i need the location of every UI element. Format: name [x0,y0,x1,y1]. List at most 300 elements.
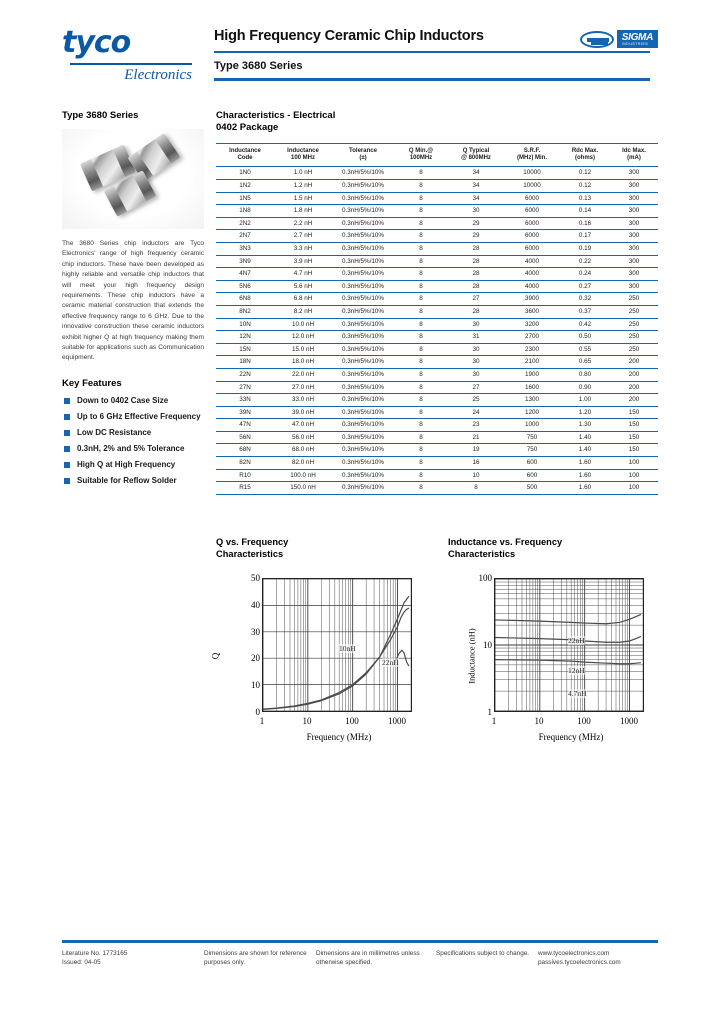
sigma-logo [580,30,658,48]
y-tick-label: 50 [251,573,260,583]
footer-note-specifications: Specifications subject to change. [436,949,530,957]
cell-inductance: 27.0 nH [274,381,332,394]
cell-rdc-max: 0.32 [560,293,610,306]
curve-label-22nh: 22nH [568,636,585,645]
cell-inductance-code: 47N [216,419,274,432]
cell-inductance-code: 2N2 [216,217,274,230]
cell-q-min: 8 [394,368,448,381]
cell-q-typical: 34 [448,180,504,193]
cell-inductance: 39.0 nH [274,406,332,419]
cell-srf: 1000 [504,419,560,432]
cell-srf: 750 [504,444,560,457]
chart-title-line2: Characteristics [448,548,516,559]
cell-srf: 2700 [504,331,560,344]
cell-idc-max: 250 [610,343,658,356]
cell-q-typical: 34 [448,192,504,205]
cell-rdc-max: 0.90 [560,381,610,394]
table-row [216,318,658,331]
cell-q-min: 8 [394,343,448,356]
cell-q-typical: 30 [448,368,504,381]
feature-label: Suitable for Reflow Solder [77,475,177,485]
cell-inductance-code: 68N [216,444,274,457]
cell-inductance-code: 4N7 [216,268,274,281]
table-row [216,268,658,281]
cell-srf: 6000 [504,205,560,218]
cell-q-typical: 29 [448,230,504,243]
cell-q-min: 8 [394,180,448,193]
table-row [216,167,658,180]
cell-inductance: 68.0 nH [274,444,332,457]
cell-q-typical: 27 [448,293,504,306]
cell-tolerance: 0.3nH/5%/10% [332,268,394,281]
cell-srf: 3900 [504,293,560,306]
column-header-inductance-code: Inductance Code [216,144,274,167]
cell-inductance: 3.3 nH [274,242,332,255]
document-title: High Frequency Ceramic Chip Inductors [214,28,484,44]
column-header-inductance: Inductance 100 MHz [274,144,332,167]
cell-rdc-max: 0.27 [560,280,610,293]
footer-columns [62,949,658,968]
cell-rdc-max: 0.42 [560,318,610,331]
sigma-logo-subtext: INDUSTRIES [621,42,649,46]
cell-inductance: 150.0 nH [274,482,332,495]
cell-q-min: 8 [394,406,448,419]
cell-q-typical: 28 [448,255,504,268]
cell-q-min: 8 [394,469,448,482]
x-tick-label: 10 [302,716,312,726]
cell-tolerance: 0.3nH/5%/10% [332,293,394,306]
cell-inductance-code: 1N0 [216,167,274,180]
y-axis-label: Inductance (nH) [466,628,477,684]
cell-idc-max: 250 [610,318,658,331]
chart-title-line2: Characteristics [216,548,284,559]
cell-srf: 1900 [504,368,560,381]
column-header-q-min: Q Min.@ 100MHz [394,144,448,167]
cell-q-typical: 21 [448,431,504,444]
cell-q-min: 8 [394,419,448,432]
cell-inductance: 82.0 nH [274,457,332,470]
cell-q-min: 8 [394,242,448,255]
cell-q-min: 8 [394,268,448,281]
chart-canvas [263,579,411,711]
cell-inductance: 2.7 nH [274,230,332,243]
footer-note-dimension-units: Dimensions are in millimetres unless otherwise specified. [316,949,420,966]
cell-inductance-code: 10N [216,318,274,331]
table-row [216,406,658,419]
cell-q-typical: 28 [448,305,504,318]
chart-title [216,537,426,560]
cell-srf: 1200 [504,406,560,419]
table-row [216,331,658,344]
cell-q-typical: 31 [448,331,504,344]
series-subtitle: Type 3680 Series [214,60,303,73]
table-row [216,431,658,444]
cell-inductance: 1.5 nH [274,192,332,205]
cell-inductance: 22.0 nH [274,368,332,381]
cell-q-typical: 16 [448,457,504,470]
key-features-list [62,396,204,486]
cell-rdc-max: 0.37 [560,305,610,318]
table-row [216,293,658,306]
cell-inductance-code: 27N [216,381,274,394]
cell-rdc-max: 0.19 [560,242,610,255]
table-heading-line1: Characteristics - Electrical [216,110,336,121]
cell-tolerance: 0.3nH/5%/10% [332,255,394,268]
footer-websites [538,949,658,968]
cell-idc-max: 150 [610,406,658,419]
page-header [62,25,658,100]
cell-rdc-max: 1.60 [560,482,610,495]
electrical-characteristics-table [216,143,658,495]
cell-idc-max: 150 [610,419,658,432]
cell-inductance: 1.0 nH [274,167,332,180]
sigma-badge [617,30,658,48]
cell-rdc-max: 0.80 [560,368,610,381]
cell-srf: 6000 [504,230,560,243]
feature-label: High Q at High Frequency [77,459,176,469]
x-axis-label: Frequency (MHz) [538,732,604,742]
cell-q-typical: 30 [448,318,504,331]
cell-inductance-code: R15 [216,482,274,495]
cell-srf: 1300 [504,394,560,407]
bullet-square-icon [64,398,70,404]
curve-label-22nh: 22nH [382,658,399,667]
cell-inductance-code: 12N [216,331,274,344]
cell-rdc-max: 1.30 [560,419,610,432]
x-tick-label: 1000 [388,716,406,726]
grid-lines [263,579,411,711]
cell-rdc-max: 1.60 [560,469,610,482]
y-tick-label: 10 [251,680,260,691]
cell-q-min: 8 [394,280,448,293]
x-axis-label: Frequency (MHz) [306,732,372,742]
website-link[interactable]: www.tycoelectronics.com [538,949,610,957]
cell-idc-max: 300 [610,167,658,180]
cell-tolerance: 0.3nH/5%/10% [332,180,394,193]
cell-srf: 2300 [504,343,560,356]
cell-rdc-max: 0.24 [560,268,610,281]
cell-idc-max: 150 [610,431,658,444]
cell-srf: 4000 [504,255,560,268]
sigma-logo-text: SIGMA [621,32,653,43]
footer-divider [62,940,658,943]
bullet-square-icon [64,446,70,452]
bullet-square-icon [64,430,70,436]
cell-inductance-code: 3N3 [216,242,274,255]
cell-rdc-max: 0.65 [560,356,610,369]
cell-q-min: 8 [394,394,448,407]
cell-srf: 3600 [504,305,560,318]
cell-inductance: 100.0 nH [274,469,332,482]
left-series-heading: Type 3680 Series [62,110,139,121]
feature-label: Up to 6 GHz Effective Frequency [77,411,201,421]
table-row [216,242,658,255]
cell-inductance-code: 1N5 [216,192,274,205]
cell-tolerance: 0.3nH/5%/10% [332,381,394,394]
feature-label: 0.3nH, 2% and 5% Tolerance [77,443,185,453]
cell-q-typical: 27 [448,381,504,394]
feature-label: Low DC Resistance [77,427,152,437]
cell-q-typical: 30 [448,356,504,369]
cell-inductance-code: 2N7 [216,230,274,243]
column-header-q-typical: Q Typical @ 800MHz [448,144,504,167]
cell-inductance-code: 82N [216,457,274,470]
list-item [62,396,204,406]
literature-number: Literature No. 1773165 [62,949,128,957]
list-item [62,428,204,438]
cell-rdc-max: 0.17 [560,230,610,243]
specifications-section [216,110,658,495]
cell-q-min: 8 [394,431,448,444]
cell-q-min: 8 [394,217,448,230]
table-row [216,368,658,381]
cell-inductance: 8.2 nH [274,305,332,318]
cell-idc-max: 300 [610,268,658,281]
cell-tolerance: 0.3nH/5%/10% [332,457,394,470]
cell-q-typical: 28 [448,268,504,281]
cell-inductance-code: 6N8 [216,293,274,306]
table-row [216,419,658,432]
cell-inductance-code: 1N8 [216,205,274,218]
cell-srf: 4000 [504,268,560,281]
cell-idc-max: 100 [610,482,658,495]
cell-q-typical: 8 [448,482,504,495]
cell-rdc-max: 0.16 [560,217,610,230]
cell-rdc-max: 1.40 [560,431,610,444]
cell-tolerance: 0.3nH/5%/10% [332,444,394,457]
table-row [216,482,658,495]
list-item [62,444,204,454]
curve-label-4n7: 4.7nH [568,689,587,698]
cell-q-min: 8 [394,318,448,331]
cell-srf: 750 [504,431,560,444]
y-tick-label: 1 [487,707,492,717]
cell-inductance-code: 33N [216,394,274,407]
cell-tolerance: 0.3nH/5%/10% [332,167,394,180]
list-item [62,460,204,470]
cell-srf: 2100 [504,356,560,369]
cell-inductance: 2.2 nH [274,217,332,230]
table-row [216,394,658,407]
cell-idc-max: 200 [610,381,658,394]
footer-literature [62,949,204,968]
cell-q-min: 8 [394,293,448,306]
table-row [216,217,658,230]
charts-section [210,537,658,742]
cell-tolerance: 0.3nH/5%/10% [332,343,394,356]
cell-idc-max: 300 [610,255,658,268]
tyco-wordmark: tyco [62,25,131,60]
cell-q-min: 8 [394,356,448,369]
electronics-wordmark: Electronics [124,67,192,83]
bullet-square-icon [64,414,70,420]
cell-idc-max: 300 [610,192,658,205]
table-body [216,167,658,494]
x-tick-label: 100 [345,716,359,726]
cell-tolerance: 0.3nH/5%/10% [332,205,394,218]
cell-tolerance: 0.3nH/5%/10% [332,356,394,369]
cell-rdc-max: 0.50 [560,331,610,344]
cell-inductance-code: 18N [216,356,274,369]
list-item [62,476,204,486]
cell-tolerance: 0.3nH/5%/10% [332,318,394,331]
cell-tolerance: 0.3nH/5%/10% [332,431,394,444]
cell-q-typical: 19 [448,444,504,457]
table-row [216,469,658,482]
cell-idc-max: 250 [610,305,658,318]
cell-inductance-code: 39N [216,406,274,419]
left-column [62,110,204,492]
cell-q-typical: 28 [448,242,504,255]
cell-idc-max: 300 [610,217,658,230]
cell-inductance-code: 3N9 [216,255,274,268]
cell-srf: 3200 [504,318,560,331]
cell-tolerance: 0.3nH/5%/10% [332,394,394,407]
cell-q-min: 8 [394,331,448,344]
cell-q-typical: 34 [448,167,504,180]
cell-idc-max: 300 [610,180,658,193]
cell-srf: 10000 [504,180,560,193]
website-passives-link[interactable]: passives.tycoelectronics.com [538,959,621,966]
cell-inductance: 12.0 nH [274,331,332,344]
cell-tolerance: 0.3nH/5%/10% [332,305,394,318]
tyco-logo [62,25,194,83]
cell-q-min: 8 [394,192,448,205]
column-header-idc-max: Idc Max. (mA) [610,144,658,167]
plot-area [448,572,648,740]
y-tick-label: 20 [251,653,260,664]
cell-inductance: 6.8 nH [274,293,332,306]
cell-q-min: 8 [394,482,448,495]
table-row [216,305,658,318]
cell-idc-max: 200 [610,356,658,369]
cell-tolerance: 0.3nH/5%/10% [332,230,394,243]
cell-tolerance: 0.3nH/5%/10% [332,242,394,255]
cell-q-typical: 28 [448,280,504,293]
inductance-vs-frequency-chart [448,537,658,740]
cell-q-min: 8 [394,305,448,318]
cell-rdc-max: 1.60 [560,457,610,470]
title-divider [214,51,650,53]
y-tick-label: 40 [251,599,260,610]
cell-inductance: 10.0 nH [274,318,332,331]
cell-idc-max: 250 [610,293,658,306]
cell-q-min: 8 [394,167,448,180]
cell-idc-max: 300 [610,242,658,255]
cell-srf: 6000 [504,192,560,205]
bullet-square-icon [64,478,70,484]
table-row [216,280,658,293]
chart-title-line1: Q vs. Frequency [216,537,289,547]
cell-rdc-max: 1.40 [560,444,610,457]
cell-inductance: 18.0 nH [274,356,332,369]
cell-inductance-code: 1N2 [216,180,274,193]
cell-inductance: 1.2 nH [274,180,332,193]
y-axis-label: Q [210,652,221,660]
table-row [216,205,658,218]
cell-q-min: 8 [394,205,448,218]
table-heading-line2: 0402 Package [216,121,279,133]
cell-inductance: 33.0 nH [274,394,332,407]
curve-label-10nh: 10nH [339,644,356,653]
cell-tolerance: 0.3nH/5%/10% [332,368,394,381]
cell-q-typical: 29 [448,217,504,230]
table-header-row [216,144,658,167]
cell-q-min: 8 [394,444,448,457]
issue-date: Issued: 04-05 [62,959,101,966]
cell-inductance-code: 15N [216,343,274,356]
cell-inductance: 56.0 nH [274,431,332,444]
cell-inductance: 1.8 nH [274,205,332,218]
table-row [216,192,658,205]
cell-tolerance: 0.3nH/5%/10% [332,419,394,432]
cell-rdc-max: 0.14 [560,205,610,218]
cell-srf: 4000 [504,280,560,293]
cell-srf: 10000 [504,167,560,180]
product-photo [62,129,204,229]
cell-inductance-code: 56N [216,431,274,444]
cell-q-typical: 30 [448,205,504,218]
cell-idc-max: 100 [610,469,658,482]
cell-rdc-max: 0.12 [560,167,610,180]
y-tick-label: 100 [478,573,492,583]
cell-rdc-max: 0.22 [560,255,610,268]
table-row [216,444,658,457]
table-row [216,457,658,470]
cell-q-typical: 23 [448,419,504,432]
table-row [216,230,658,243]
cell-tolerance: 0.3nH/5%/10% [332,280,394,293]
x-tick-label: 1000 [620,716,638,726]
x-tick-label: 1 [259,716,265,726]
cell-idc-max: 100 [610,457,658,470]
cell-idc-max: 250 [610,331,658,344]
cell-tolerance: 0.3nH/5%/10% [332,406,394,419]
cell-q-typical: 10 [448,469,504,482]
y-tick-label: 0 [255,707,260,717]
cell-tolerance: 0.3nH/5%/10% [332,331,394,344]
cell-rdc-max: 0.55 [560,343,610,356]
cell-q-min: 8 [394,255,448,268]
key-features-heading: Key Features [62,377,122,389]
chart-title-line1: Inductance vs. Frequency [448,537,563,547]
y-tick-label: 10 [483,640,492,650]
y-tick-label: 30 [251,626,260,637]
cell-tolerance: 0.3nH/5%/10% [332,217,394,230]
cell-tolerance: 0.3nH/5%/10% [332,469,394,482]
q-vs-frequency-chart [210,537,426,742]
cell-inductance: 5.6 nH [274,280,332,293]
series-divider [214,78,650,80]
cell-q-min: 8 [394,381,448,394]
cell-idc-max: 150 [610,444,658,457]
cell-idc-max: 300 [610,230,658,243]
table-row [216,255,658,268]
cell-srf: 500 [504,482,560,495]
cell-idc-max: 200 [610,394,658,407]
column-header-rdc-max: Rdc Max. (ohms) [560,144,610,167]
cell-tolerance: 0.3nH/5%/10% [332,192,394,205]
page-footer [62,940,658,967]
footer-note-dimensions-reference: Dimensions are shown for reference purposes only. [204,949,307,966]
list-item [62,412,204,422]
curve-label-12nh: 12nH [568,666,585,675]
table-row [216,381,658,394]
cell-rdc-max: 0.12 [560,180,610,193]
plot-frame [262,578,412,712]
bullet-square-icon [64,462,70,468]
cell-srf: 1600 [504,381,560,394]
